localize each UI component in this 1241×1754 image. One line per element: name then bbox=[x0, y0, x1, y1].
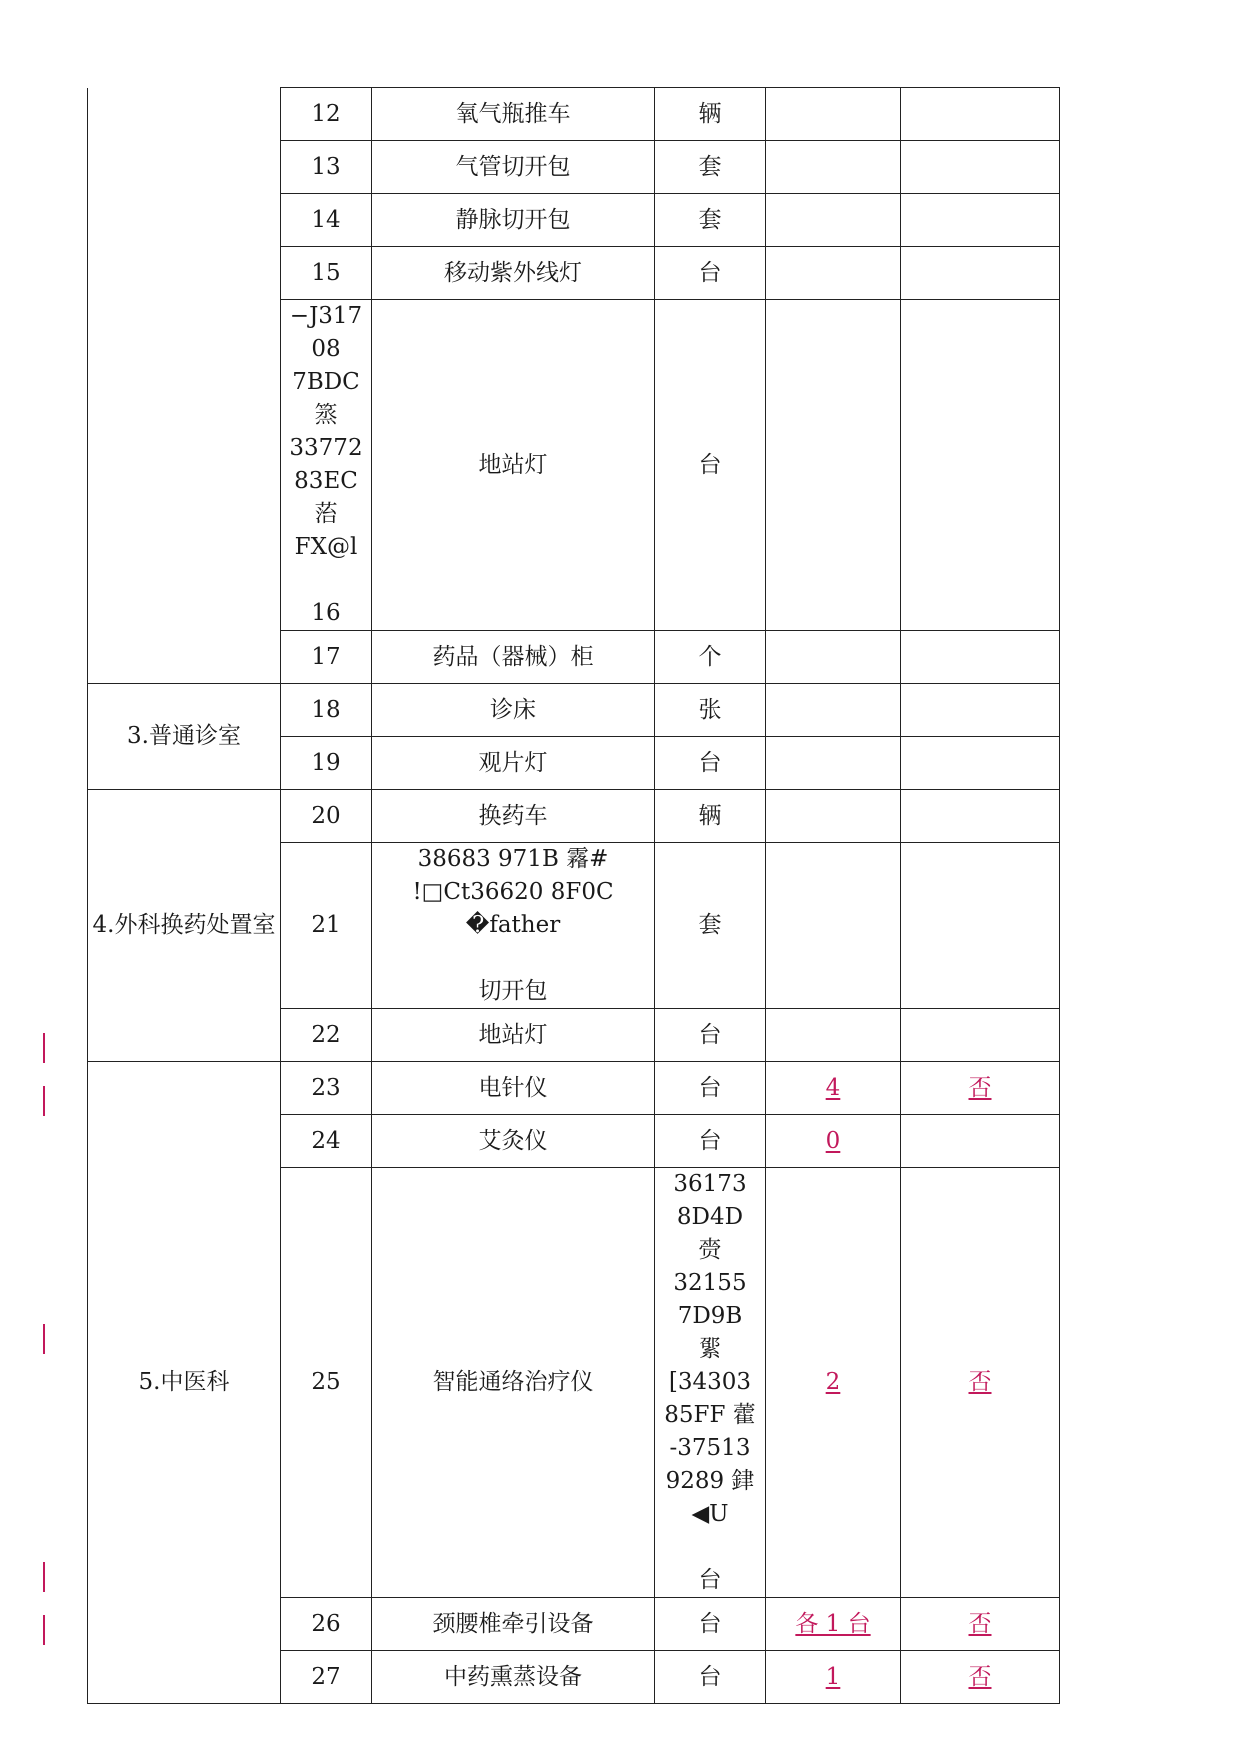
flag-value: 否 bbox=[968, 1610, 992, 1637]
row-number: 26 bbox=[281, 1598, 372, 1651]
item-quantity bbox=[766, 1009, 901, 1062]
item-flag bbox=[901, 843, 1060, 1009]
item-flag bbox=[901, 300, 1060, 631]
revision-mark bbox=[43, 1615, 45, 1645]
table-row bbox=[88, 790, 1060, 843]
item-name: 颈腰椎牵引设备 bbox=[372, 1598, 655, 1651]
table-row bbox=[88, 684, 1060, 737]
item-name: 氧气瓶推车 bbox=[372, 88, 655, 141]
flag-value: 否 bbox=[968, 1074, 992, 1101]
item-flag bbox=[901, 88, 1060, 141]
revision-mark bbox=[43, 1324, 45, 1354]
item-quantity bbox=[766, 88, 901, 141]
item-flag bbox=[901, 1115, 1060, 1168]
item-name: 诊床 bbox=[372, 684, 655, 737]
item-flag bbox=[901, 790, 1060, 843]
item-quantity bbox=[766, 1115, 901, 1168]
item-quantity bbox=[766, 1651, 901, 1704]
quantity-value: 2 bbox=[825, 1369, 841, 1395]
item-name: 智能通络治疗仪 bbox=[372, 1168, 655, 1598]
item-name: 换药车 bbox=[372, 790, 655, 843]
item-quantity bbox=[766, 194, 901, 247]
row-number: 22 bbox=[281, 1009, 372, 1062]
category-surgical-dressing-room: 4.外科换药处置室 bbox=[88, 790, 281, 1062]
item-unit: 台 bbox=[655, 737, 766, 790]
equipment-table bbox=[87, 87, 1060, 1704]
item-unit: 台 bbox=[655, 1115, 766, 1168]
item-unit: 张 bbox=[655, 684, 766, 737]
revision-mark bbox=[43, 1562, 45, 1592]
row-number: 25 bbox=[281, 1168, 372, 1598]
row-number: 21 bbox=[281, 843, 372, 1009]
row-number: 18 bbox=[281, 684, 372, 737]
table-row bbox=[88, 88, 1060, 141]
category-tcm: 5.中医科 bbox=[88, 1062, 281, 1704]
row-number: 14 bbox=[281, 194, 372, 247]
row-number: 13 bbox=[281, 141, 372, 194]
item-flag bbox=[901, 1598, 1060, 1651]
row-number: 24 bbox=[281, 1115, 372, 1168]
item-quantity bbox=[766, 631, 901, 684]
item-unit: 套 bbox=[655, 141, 766, 194]
item-flag bbox=[901, 247, 1060, 300]
item-flag bbox=[901, 631, 1060, 684]
item-unit: 台 bbox=[655, 1598, 766, 1651]
item-unit: 台 bbox=[655, 1651, 766, 1704]
item-flag bbox=[901, 1062, 1060, 1115]
category-general-clinic: 3.普通诊室 bbox=[88, 684, 281, 790]
item-name: 药品（器械）柜 bbox=[372, 631, 655, 684]
row-number: −J317 08 7BDC 篜 33772 83EC 菭 FX@l 16 bbox=[281, 300, 372, 631]
item-flag bbox=[901, 1009, 1060, 1062]
item-quantity bbox=[766, 1062, 901, 1115]
item-quantity bbox=[766, 737, 901, 790]
item-flag bbox=[901, 737, 1060, 790]
row-number: 12 bbox=[281, 88, 372, 141]
item-name: 地站灯 bbox=[372, 1009, 655, 1062]
item-quantity bbox=[766, 1168, 901, 1598]
row-number: 19 bbox=[281, 737, 372, 790]
item-name: 中药熏蒸设备 bbox=[372, 1651, 655, 1704]
row-number: 17 bbox=[281, 631, 372, 684]
item-quantity bbox=[766, 300, 901, 631]
row-number: 20 bbox=[281, 790, 372, 843]
item-quantity bbox=[766, 141, 901, 194]
item-quantity bbox=[766, 1598, 901, 1651]
item-name: 气管切开包 bbox=[372, 141, 655, 194]
item-name: 电针仪 bbox=[372, 1062, 655, 1115]
item-flag bbox=[901, 1168, 1060, 1598]
item-unit: 36173 8D4D 赍 32155 7D9B 綤 [34303 85FF 藿 -37513 9289 銉 ◀U 台 bbox=[655, 1168, 766, 1598]
item-unit: 辆 bbox=[655, 790, 766, 843]
flag-value: 否 bbox=[968, 1663, 992, 1690]
item-unit: 台 bbox=[655, 247, 766, 300]
item-unit: 套 bbox=[655, 843, 766, 1009]
item-unit: 台 bbox=[655, 1062, 766, 1115]
item-name: 移动紫外线灯 bbox=[372, 247, 655, 300]
item-unit: 个 bbox=[655, 631, 766, 684]
item-name: 38683 971B 霿# !□Ct36620 8F0C �father 切开包 bbox=[372, 843, 655, 1009]
category-cell-empty bbox=[88, 88, 281, 684]
item-flag bbox=[901, 684, 1060, 737]
item-quantity bbox=[766, 790, 901, 843]
item-flag bbox=[901, 194, 1060, 247]
quantity-value: 4 bbox=[825, 1074, 841, 1101]
item-name: 观片灯 bbox=[372, 737, 655, 790]
item-quantity bbox=[766, 684, 901, 737]
item-quantity bbox=[766, 247, 901, 300]
quantity-value: 0 bbox=[825, 1127, 841, 1154]
row-number: 15 bbox=[281, 247, 372, 300]
quantity-value: 各 1 台 bbox=[795, 1610, 871, 1637]
item-unit: 套 bbox=[655, 194, 766, 247]
revision-mark bbox=[43, 1033, 45, 1063]
item-unit: 台 bbox=[655, 300, 766, 631]
row-number: 27 bbox=[281, 1651, 372, 1704]
item-name: 艾灸仪 bbox=[372, 1115, 655, 1168]
row-number: 23 bbox=[281, 1062, 372, 1115]
item-name: 静脉切开包 bbox=[372, 194, 655, 247]
table-row bbox=[88, 1062, 1060, 1115]
flag-value: 否 bbox=[968, 1369, 992, 1395]
item-flag bbox=[901, 141, 1060, 194]
revision-mark bbox=[43, 1086, 45, 1116]
item-quantity bbox=[766, 843, 901, 1009]
item-unit: 辆 bbox=[655, 88, 766, 141]
item-unit: 台 bbox=[655, 1009, 766, 1062]
item-flag bbox=[901, 1651, 1060, 1704]
quantity-value: 1 bbox=[825, 1663, 841, 1690]
item-name: 地站灯 bbox=[372, 300, 655, 631]
